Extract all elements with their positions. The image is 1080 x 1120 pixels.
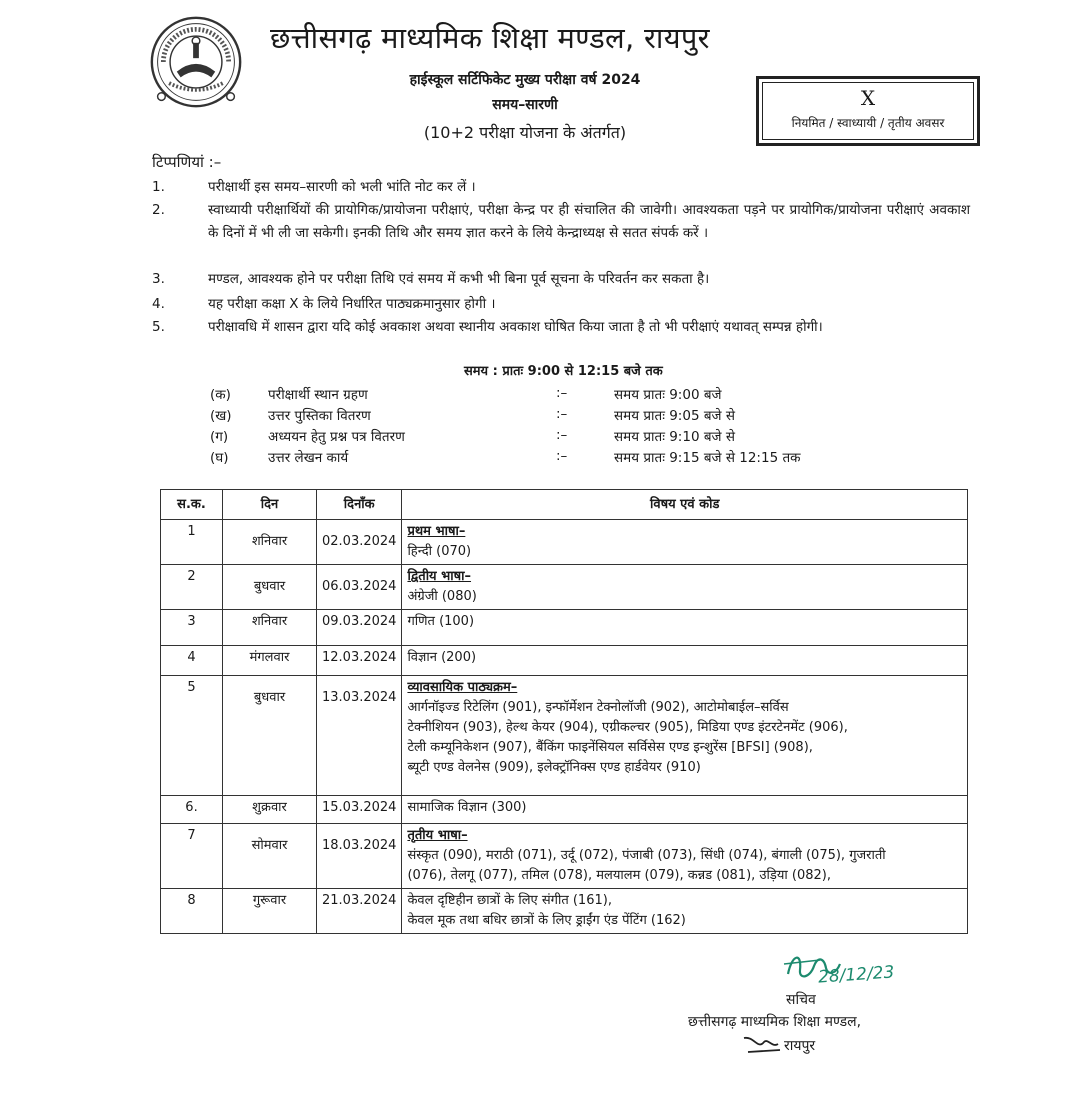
note-text: मण्डल, आवश्यक होने पर परीक्षा तिथि एवं समय में कभी भी बिना पूर्व सूचना के परिवर्तन कर सकता है।: [208, 271, 710, 287]
note-number: 4.: [152, 296, 165, 312]
header-day: दिन: [223, 490, 317, 520]
cell-serial: 4: [161, 646, 223, 676]
table-header-row: [161, 490, 968, 520]
cell-subject: [402, 824, 968, 889]
header-date: दिनाँक: [317, 490, 402, 520]
timing-value: समय प्रातः 9:15 बजे से 12:15 तक: [614, 450, 801, 466]
timing-activity: उत्तर लेखन कार्य: [268, 450, 349, 466]
timing-key: (क): [210, 387, 231, 403]
cell-serial: 1: [161, 520, 223, 565]
cell-day: शनिवार: [223, 610, 317, 646]
cell-date: 02.03.2024: [317, 520, 402, 565]
subject-group-heading: द्वितीय भाषा–: [407, 569, 472, 584]
subject-line: आर्गनॉइज्ड रिटेलिंग (901), इन्फॉर्मेशन टेक्नोलॉजी (902), आटोमोबाईल–सर्विस: [407, 700, 789, 715]
note-text: परीक्षावधि में शासन द्वारा यदि कोई अवकाश अथवा स्थानीय अवकाश घोषित किया जाता है तो भी परीक्षाएं यथावत् सम्पन्न होगी।: [208, 319, 823, 335]
cell-subject: [402, 676, 968, 796]
exam-title: हाईस्कूल सर्टिफिकेट मुख्य परीक्षा वर्ष 2024: [409, 72, 641, 88]
signature-date: 28/12/23: [817, 962, 895, 988]
cell-serial: 7: [161, 824, 223, 889]
notes-heading: टिप्पणियां :–: [152, 153, 222, 171]
timing-separator: :–: [556, 448, 568, 464]
subject-line: केवल मूक तथा बधिर छात्रों के लिए ड्राईंग एंड पेंटिंग (162): [407, 913, 686, 928]
note-number: 5.: [152, 319, 165, 335]
table-row: [161, 824, 968, 889]
subject-group-heading: तृतीय भाषा–: [407, 828, 468, 843]
initial-mark: [740, 1030, 784, 1058]
cell-subject: [402, 646, 968, 676]
cell-day: गुरूवार: [223, 889, 317, 934]
cell-subject: [402, 889, 968, 934]
class-label: X: [860, 86, 876, 110]
cell-subject: [402, 565, 968, 610]
subject-group-heading: व्यावसायिक पाठ्यक्रम–: [407, 680, 518, 695]
cell-day: शनिवार: [223, 520, 317, 565]
cell-day: शुक्रवार: [223, 796, 317, 824]
cell-date: 13.03.2024: [317, 676, 402, 796]
timing-activity: उत्तर पुस्तिका वितरण: [268, 408, 371, 424]
timing-value: समय प्रातः 9:10 बजे से: [614, 429, 735, 445]
subject-line: केवल दृष्टिहीन छात्रों के लिए संगीत (161),: [407, 893, 612, 908]
table-row: [161, 520, 968, 565]
subject-line: टेली कम्यूनिकेशन (907), बैंकिंग फाइनेंसियल सर्विसेस एण्ड इन्शुरेंस [BFSI] (908),: [407, 740, 813, 755]
table-row: [161, 565, 968, 610]
header-serial: स.क.: [161, 490, 223, 520]
cell-day: मंगलवार: [223, 646, 317, 676]
subject-line: (076), तेलगू (077), तमिल (078), मलयालम (079), कन्नड (081), उड़िया (082),: [407, 868, 831, 883]
subject-line: अंग्रेजी (080): [407, 589, 477, 604]
signatory-city: रायपुर: [784, 1038, 816, 1054]
timing-key: (घ): [210, 450, 229, 466]
timing-separator: :–: [556, 385, 568, 401]
note-number: 2.: [152, 202, 165, 218]
note-text: परीक्षार्थी इस समय–सारणी को भली भांति नोट कर लें ।: [208, 179, 476, 195]
table-row: [161, 676, 968, 796]
cell-subject: [402, 610, 968, 646]
signatory-title: सचिव: [786, 992, 816, 1008]
subject-line: टेक्नीशियन (903), हेल्थ केयर (904), एग्रीकल्चर (905), मिडिया एण्ड इंटरटेनमेंट (906),: [407, 720, 848, 735]
table-row: [161, 889, 968, 934]
table-row: [161, 610, 968, 646]
cell-date: 18.03.2024: [317, 824, 402, 889]
subject-line: हिन्दी (070): [407, 544, 472, 559]
subject-line: ब्यूटी एण्ड वेलनेस (909), इलेक्ट्रॉनिक्स एण्ड हार्डवेयर (910): [407, 760, 701, 775]
timing-key: (ख): [210, 408, 232, 424]
cell-subject: [402, 796, 968, 824]
note-number: 3.: [152, 271, 165, 287]
subject-line: संस्कृत (090), मराठी (071), उर्दू (072), पंजाबी (073), सिंधी (074), बंगाली (075), गुजराती: [407, 848, 886, 863]
timing-key: (ग): [210, 429, 229, 445]
header-subject: विषय एवं कोड: [402, 490, 968, 520]
doc-type: समय–सारणी: [492, 97, 558, 113]
cell-day: बुधवार: [223, 676, 317, 796]
subject-group-heading: प्रथम भाषा–: [407, 524, 466, 539]
timing-separator: :–: [556, 427, 568, 443]
cell-serial: 6.: [161, 796, 223, 824]
cell-day: सोमवार: [223, 824, 317, 889]
cell-date: 12.03.2024: [317, 646, 402, 676]
exam-time: समय : प्रातः 9:00 से 12:15 बजे तक: [464, 364, 663, 379]
candidate-type: नियमित / स्वाध्यायी / तृतीय अवसर: [791, 116, 945, 130]
schedule-table: [160, 489, 968, 934]
cell-serial: 5: [161, 676, 223, 796]
timing-value: समय प्रातः 9:05 बजे से: [614, 408, 735, 424]
table-row: [161, 796, 968, 824]
note-number: 1.: [152, 179, 165, 195]
subject-line: गणित (100): [407, 614, 475, 629]
cell-date: 15.03.2024: [317, 796, 402, 824]
subject-line: सामाजिक विज्ञान (300): [407, 800, 527, 815]
note-text: यह परीक्षा कक्षा X के लिये निर्धारित पाठ्यक्रमानुसार होगी ।: [208, 296, 496, 312]
category-box: [756, 76, 980, 146]
exam-scheme: (10+2 परीक्षा योजना के अंतर्गत): [423, 123, 627, 142]
timing-activity: परीक्षार्थी स्थान ग्रहण: [268, 387, 368, 403]
timing-activity: अध्ययन हेतु प्रश्न पत्र वितरण: [268, 429, 405, 445]
signatory-org: छत्तीसगढ़ माध्यमिक शिक्षा मण्डल,: [688, 1014, 862, 1030]
table-body: [161, 520, 968, 934]
cell-subject: [402, 520, 968, 565]
timing-separator: :–: [556, 406, 568, 422]
cell-serial: 8: [161, 889, 223, 934]
note-text: स्वाध्यायी परीक्षार्थियों की प्रायोगिक/प्रायोजना परीक्षाएं, परीक्षा केन्द्र पर ही संचालित की जावेगी। आवश्यकता पड़ने पर प्रायोगिक/प्रायोजना परीक्षाएं अवकाश के दिनों में भी ली जा सकेगी। इनकी तिथि और समय ज्ञात करने के लिये केन्द्राध्यक्ष से सतत संपर्क करें ।: [208, 202, 970, 241]
cell-date: 06.03.2024: [317, 565, 402, 610]
cell-date: 09.03.2024: [317, 610, 402, 646]
cell-serial: 2: [161, 565, 223, 610]
subject-line: विज्ञान (200): [407, 650, 477, 665]
board-name: छत्तीसगढ़ माध्यमिक शिक्षा मण्डल, रायपुर: [270, 21, 710, 55]
cell-day: बुधवार: [223, 565, 317, 610]
table-row: [161, 646, 968, 676]
cell-serial: 3: [161, 610, 223, 646]
board-seal-icon: [148, 14, 244, 110]
timing-value: समय प्रातः 9:00 बजे: [614, 387, 722, 403]
cell-date: 21.03.2024: [317, 889, 402, 934]
